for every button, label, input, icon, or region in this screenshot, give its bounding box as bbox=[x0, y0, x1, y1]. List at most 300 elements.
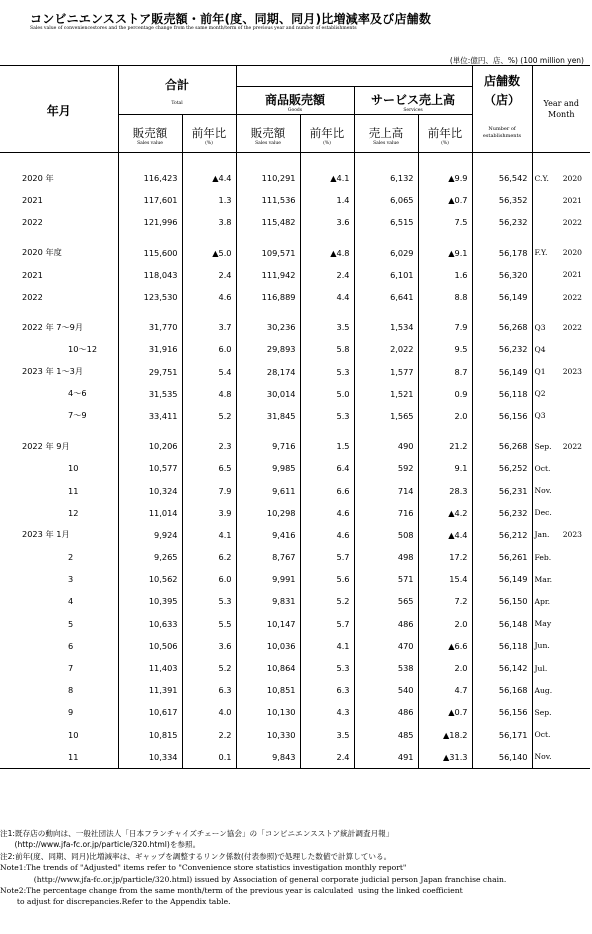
row-period-en bbox=[532, 502, 590, 524]
stores-cell: 56,156 bbox=[472, 405, 532, 427]
row-period-en bbox=[532, 242, 590, 264]
header-yearmonth: 年月 bbox=[0, 66, 118, 153]
services-sales-cell: 6,641 bbox=[354, 286, 418, 308]
goods-sales-cell: 28,174 bbox=[236, 361, 300, 383]
table-row bbox=[0, 383, 590, 405]
stores-cell: 56,118 bbox=[472, 635, 532, 657]
services-sales-cell: 571 bbox=[354, 568, 418, 590]
services-yoy-cell: 8.8 bbox=[418, 286, 472, 308]
goods-yoy-cell: 4.1 bbox=[300, 635, 354, 657]
row-label: 4～6 bbox=[68, 388, 87, 399]
total-yoy-cell: ▲5.0 bbox=[182, 242, 236, 264]
table-row bbox=[0, 167, 590, 189]
row-period-en bbox=[532, 316, 590, 338]
services-yoy-cell: 15.4 bbox=[418, 568, 472, 590]
row-period-en bbox=[532, 724, 590, 746]
total-yoy-cell: 2.4 bbox=[182, 264, 236, 286]
total-yoy-cell: 3.9 bbox=[182, 502, 236, 524]
table-row bbox=[0, 211, 590, 233]
period-abbrev: Mar. bbox=[534, 574, 553, 584]
services-sales-cell: 6,132 bbox=[354, 167, 418, 189]
row-label: 6 bbox=[68, 640, 74, 651]
row-label: 11 bbox=[68, 485, 79, 496]
period-abbrev: Nov. bbox=[534, 486, 552, 496]
row-label: 10 bbox=[68, 729, 79, 740]
total-yoy-cell: 7.9 bbox=[182, 479, 236, 501]
period-year: 2021 bbox=[562, 270, 583, 280]
row-period-en bbox=[532, 701, 590, 723]
table-row bbox=[0, 657, 590, 679]
table-body bbox=[0, 153, 590, 769]
table-row bbox=[0, 316, 590, 338]
services-sales-cell: 1,521 bbox=[354, 383, 418, 405]
total-sales-cell: 11,403 bbox=[118, 657, 182, 679]
services-sales-cell: 540 bbox=[354, 679, 418, 701]
goods-sales-cell: 116,889 bbox=[236, 286, 300, 308]
services-sales-cell: 565 bbox=[354, 590, 418, 612]
row-label: 5 bbox=[68, 618, 74, 629]
total-sales-cell: 10,617 bbox=[118, 701, 182, 723]
total-sales-cell: 9,265 bbox=[118, 546, 182, 568]
row-period-en bbox=[532, 635, 590, 657]
total-sales-cell: 117,601 bbox=[118, 189, 182, 211]
services-sales-cell: 490 bbox=[354, 435, 418, 457]
stores-cell: 56,142 bbox=[472, 657, 532, 679]
footnote-line: 注2:前年(度、同期、同月)比増減率は、ギャップを調整するリンク係数(付表参照)で処理した数値で計算している。 bbox=[0, 851, 392, 861]
total-yoy-cell: 6.0 bbox=[182, 338, 236, 360]
services-sales-cell: 491 bbox=[354, 746, 418, 769]
period-abbrev: Q3 bbox=[534, 411, 546, 421]
footnote-line: (http://www.jfa-fc.or.jp/particle/320.html)を参照。 bbox=[0, 840, 201, 850]
goods-sales-cell: 111,536 bbox=[236, 189, 300, 211]
services-yoy-cell: 9.5 bbox=[418, 338, 472, 360]
services-yoy-cell: ▲0.7 bbox=[418, 189, 472, 211]
services-sales-cell: 486 bbox=[354, 701, 418, 723]
services-yoy-cell: 2.0 bbox=[418, 613, 472, 635]
row-label: 9 bbox=[68, 707, 74, 718]
services-sales-cell: 592 bbox=[354, 457, 418, 479]
stores-cell: 56,542 bbox=[472, 167, 532, 189]
services-yoy-cell: 2.0 bbox=[418, 405, 472, 427]
services-yoy-cell: 9.1 bbox=[418, 457, 472, 479]
total-sales-cell: 123,530 bbox=[118, 286, 182, 308]
unit-note: (単位:億円、店、%) (100 million yen) bbox=[449, 56, 584, 65]
row-period-en bbox=[532, 613, 590, 635]
services-yoy-cell: 28.3 bbox=[418, 479, 472, 501]
row-label: 2021 bbox=[22, 269, 43, 280]
period-abbrev: May bbox=[534, 619, 552, 629]
goods-yoy-cell: 2.4 bbox=[300, 746, 354, 769]
row-period-en bbox=[532, 568, 590, 590]
row-label: 2023 年 1～3月 bbox=[22, 366, 84, 377]
total-yoy-cell: 6.2 bbox=[182, 546, 236, 568]
table-row bbox=[0, 286, 590, 308]
table-row bbox=[0, 264, 590, 286]
goods-yoy-cell: 4.4 bbox=[300, 286, 354, 308]
period-abbrev: Q1 bbox=[534, 367, 546, 377]
period-abbrev: Oct. bbox=[534, 463, 551, 473]
header-services-sales: 売上高 Sales value bbox=[354, 115, 418, 153]
goods-yoy-cell: ▲4.8 bbox=[300, 242, 354, 264]
services-yoy-cell: 8.7 bbox=[418, 361, 472, 383]
services-sales-cell: 714 bbox=[354, 479, 418, 501]
goods-sales-cell: 29,893 bbox=[236, 338, 300, 360]
header-goods-sales: 販売額 Sales value bbox=[236, 115, 300, 153]
total-yoy-cell: 4.8 bbox=[182, 383, 236, 405]
services-sales-cell: 6,515 bbox=[354, 211, 418, 233]
services-sales-cell: 1,565 bbox=[354, 405, 418, 427]
period-abbrev: Q3 bbox=[534, 322, 546, 332]
stores-cell: 56,320 bbox=[472, 264, 532, 286]
goods-yoy-cell: 4.3 bbox=[300, 701, 354, 723]
stores-cell: 56,178 bbox=[472, 242, 532, 264]
table-row bbox=[0, 242, 590, 264]
row-period-en bbox=[532, 657, 590, 679]
period-year: 2022 bbox=[562, 292, 583, 302]
table-row bbox=[0, 635, 590, 657]
footnote-line: Note1:The trends of "Adjusted" items refer to "Convenience store statistics investigation monthly report" bbox=[0, 863, 407, 873]
total-yoy-cell: 2.3 bbox=[182, 435, 236, 457]
stores-cell: 56,252 bbox=[472, 457, 532, 479]
total-sales-cell: 31,535 bbox=[118, 383, 182, 405]
total-yoy-cell: 3.8 bbox=[182, 211, 236, 233]
period-abbrev: Sep. bbox=[534, 441, 552, 451]
stores-cell: 56,171 bbox=[472, 724, 532, 746]
table-row bbox=[0, 479, 590, 501]
services-yoy-cell: 4.7 bbox=[418, 679, 472, 701]
table-row bbox=[0, 457, 590, 479]
stores-cell: 56,140 bbox=[472, 746, 532, 769]
header-goods-yoy: 前年比 (%) bbox=[300, 115, 354, 153]
row-label: 2022 bbox=[22, 217, 43, 228]
row-label: 2022 年 9月 bbox=[22, 440, 70, 451]
total-sales-cell: 10,633 bbox=[118, 613, 182, 635]
period-abbrev: Jan. bbox=[534, 530, 550, 540]
header-stores: 店舗数（店） bbox=[472, 66, 532, 115]
stores-cell: 56,268 bbox=[472, 435, 532, 457]
goods-sales-cell: 111,942 bbox=[236, 264, 300, 286]
goods-yoy-cell: 5.0 bbox=[300, 383, 354, 405]
period-abbrev: Dec. bbox=[534, 508, 552, 518]
services-sales-cell: 6,029 bbox=[354, 242, 418, 264]
goods-yoy-cell: 1.5 bbox=[300, 435, 354, 457]
goods-sales-cell: 10,130 bbox=[236, 701, 300, 723]
services-sales-cell: 2,022 bbox=[354, 338, 418, 360]
stores-cell: 56,156 bbox=[472, 701, 532, 723]
total-sales-cell: 10,506 bbox=[118, 635, 182, 657]
total-sales-cell: 121,996 bbox=[118, 211, 182, 233]
goods-sales-cell: 10,036 bbox=[236, 635, 300, 657]
total-sales-cell: 11,391 bbox=[118, 679, 182, 701]
goods-sales-cell: 30,236 bbox=[236, 316, 300, 338]
services-yoy-cell: 2.0 bbox=[418, 657, 472, 679]
row-label: 10 bbox=[68, 463, 79, 474]
period-abbrev: Nov. bbox=[534, 752, 552, 762]
services-yoy-cell: ▲9.1 bbox=[418, 242, 472, 264]
goods-sales-cell: 10,298 bbox=[236, 502, 300, 524]
stores-cell: 56,232 bbox=[472, 502, 532, 524]
services-yoy-cell: ▲4.2 bbox=[418, 502, 472, 524]
row-period-en bbox=[532, 479, 590, 501]
header-year-month-en: Year and Month bbox=[532, 66, 590, 153]
services-sales-cell: 716 bbox=[354, 502, 418, 524]
goods-sales-cell: 30,014 bbox=[236, 383, 300, 405]
total-sales-cell: 31,770 bbox=[118, 316, 182, 338]
period-abbrev: Jun. bbox=[534, 641, 550, 651]
period-year: 2022 bbox=[562, 441, 583, 451]
goods-yoy-cell: 5.3 bbox=[300, 657, 354, 679]
header-total-sales: 販売額 Sales value bbox=[118, 115, 182, 153]
row-label: 12 bbox=[68, 507, 79, 518]
stores-cell: 56,212 bbox=[472, 524, 532, 546]
stores-cell: 56,232 bbox=[472, 211, 532, 233]
goods-sales-cell: 115,482 bbox=[236, 211, 300, 233]
goods-yoy-cell: 5.8 bbox=[300, 338, 354, 360]
stores-cell: 56,232 bbox=[472, 338, 532, 360]
services-sales-cell: 6,101 bbox=[354, 264, 418, 286]
total-sales-cell: 10,206 bbox=[118, 435, 182, 457]
stores-cell: 56,168 bbox=[472, 679, 532, 701]
goods-yoy-cell: 3.6 bbox=[300, 211, 354, 233]
total-yoy-cell: 5.4 bbox=[182, 361, 236, 383]
goods-sales-cell: 10,864 bbox=[236, 657, 300, 679]
services-sales-cell: 470 bbox=[354, 635, 418, 657]
services-sales-cell: 538 bbox=[354, 657, 418, 679]
services-yoy-cell: ▲0.7 bbox=[418, 701, 472, 723]
total-sales-cell: 10,334 bbox=[118, 746, 182, 769]
services-sales-cell: 508 bbox=[354, 524, 418, 546]
period-abbrev: Q2 bbox=[534, 389, 546, 399]
period-abbrev: Q4 bbox=[534, 344, 546, 354]
table-row bbox=[0, 724, 590, 746]
row-period-en bbox=[532, 338, 590, 360]
row-label: 4 bbox=[68, 596, 74, 607]
services-sales-cell: 1,577 bbox=[354, 361, 418, 383]
total-yoy-cell: 3.7 bbox=[182, 316, 236, 338]
goods-yoy-cell: 4.6 bbox=[300, 524, 354, 546]
goods-sales-cell: 9,985 bbox=[236, 457, 300, 479]
period-abbrev: Oct. bbox=[534, 730, 551, 740]
row-label: 2020 年度 bbox=[22, 247, 62, 258]
period-year: 2022 bbox=[562, 217, 583, 227]
total-yoy-cell: 3.6 bbox=[182, 635, 236, 657]
row-period-en bbox=[532, 286, 590, 308]
header-total: 合計 Total bbox=[118, 66, 236, 115]
row-period-en bbox=[532, 524, 590, 546]
row-label: 7 bbox=[68, 663, 74, 674]
services-yoy-cell: ▲9.9 bbox=[418, 167, 472, 189]
period-abbrev: Sep. bbox=[534, 707, 552, 717]
spacer-row bbox=[0, 308, 590, 316]
services-yoy-cell: ▲4.4 bbox=[418, 524, 472, 546]
row-label: 10～12 bbox=[68, 343, 98, 354]
stores-cell: 56,231 bbox=[472, 479, 532, 501]
row-label: 11 bbox=[0, 746, 118, 769]
goods-yoy-cell: 5.7 bbox=[300, 613, 354, 635]
total-sales-cell: 10,324 bbox=[118, 479, 182, 501]
row-label: 2021 bbox=[22, 195, 43, 206]
total-sales-cell: 10,395 bbox=[118, 590, 182, 612]
services-sales-cell: 498 bbox=[354, 546, 418, 568]
page-subtitle: Sales value of conveniencestores and the percentage change from the same month/term of the previous year and number of establishments bbox=[30, 26, 357, 31]
period-year: 2023 bbox=[562, 530, 583, 540]
row-label: 2 bbox=[68, 552, 74, 563]
period-abbrev: Jul. bbox=[534, 663, 548, 673]
row-period-en bbox=[532, 405, 590, 427]
spacer-row bbox=[0, 427, 590, 435]
goods-sales-cell: 9,416 bbox=[236, 524, 300, 546]
goods-yoy-cell: 6.4 bbox=[300, 457, 354, 479]
goods-sales-cell: 9,716 bbox=[236, 435, 300, 457]
goods-sales-cell: 10,147 bbox=[236, 613, 300, 635]
goods-sales-cell: 9,843 bbox=[236, 746, 300, 769]
services-yoy-cell: 7.9 bbox=[418, 316, 472, 338]
header-stores-en: Number of establishments bbox=[472, 115, 532, 153]
row-period-en bbox=[532, 546, 590, 568]
services-yoy-cell: 7.5 bbox=[418, 211, 472, 233]
row-period-en bbox=[532, 264, 590, 286]
goods-sales-cell: 110,291 bbox=[236, 167, 300, 189]
row-period-en bbox=[532, 189, 590, 211]
row-label: 2022 年 7～9月 bbox=[22, 321, 84, 332]
goods-yoy-cell: 1.4 bbox=[300, 189, 354, 211]
services-sales-cell: 1,534 bbox=[354, 316, 418, 338]
page-title: コンビニエンスストア販売額・前年(度、同期、同月)比増減率及び店舗数 bbox=[30, 12, 432, 26]
goods-yoy-cell: ▲4.1 bbox=[300, 167, 354, 189]
period-year: 2020 bbox=[562, 248, 583, 258]
services-yoy-cell: 17.2 bbox=[418, 546, 472, 568]
total-yoy-cell: 2.2 bbox=[182, 724, 236, 746]
total-sales-cell: 10,577 bbox=[118, 457, 182, 479]
sales-table bbox=[0, 65, 590, 769]
services-sales-cell: 485 bbox=[354, 724, 418, 746]
row-label: 8 bbox=[68, 685, 74, 696]
period-year: 2022 bbox=[562, 322, 583, 332]
total-yoy-cell: 1.3 bbox=[182, 189, 236, 211]
stores-cell: 56,118 bbox=[472, 383, 532, 405]
total-yoy-cell: 5.2 bbox=[182, 405, 236, 427]
table-row bbox=[0, 435, 590, 457]
goods-yoy-cell: 5.2 bbox=[300, 590, 354, 612]
services-yoy-cell: 0.9 bbox=[418, 383, 472, 405]
total-sales-cell: 115,600 bbox=[118, 242, 182, 264]
services-yoy-cell: ▲31.3 bbox=[418, 746, 472, 769]
row-period-en bbox=[532, 679, 590, 701]
row-label: 2022 bbox=[22, 292, 43, 303]
services-sales-cell: 6,065 bbox=[354, 189, 418, 211]
goods-yoy-cell: 2.4 bbox=[300, 264, 354, 286]
total-yoy-cell: 5.5 bbox=[182, 613, 236, 635]
stores-cell: 56,268 bbox=[472, 316, 532, 338]
total-yoy-cell: ▲4.4 bbox=[182, 167, 236, 189]
goods-sales-cell: 9,991 bbox=[236, 568, 300, 590]
period-abbrev: Aug. bbox=[534, 685, 553, 695]
row-label: 2023 年 1月 bbox=[22, 529, 70, 540]
goods-sales-cell: 9,831 bbox=[236, 590, 300, 612]
total-yoy-cell: 5.2 bbox=[182, 657, 236, 679]
total-yoy-cell: 6.3 bbox=[182, 679, 236, 701]
footnotes bbox=[0, 828, 506, 908]
goods-sales-cell: 31,845 bbox=[236, 405, 300, 427]
table-row bbox=[0, 361, 590, 383]
header-services-yoy: 前年比 (%) bbox=[418, 115, 472, 153]
row-label: 2020 年 bbox=[22, 172, 54, 183]
goods-yoy-cell: 5.6 bbox=[300, 568, 354, 590]
goods-yoy-cell: 6.6 bbox=[300, 479, 354, 501]
stores-cell: 56,352 bbox=[472, 189, 532, 211]
header-services: サービス売上高 Services bbox=[354, 87, 472, 115]
goods-yoy-cell: 4.6 bbox=[300, 502, 354, 524]
services-yoy-cell: ▲6.6 bbox=[418, 635, 472, 657]
row-period-en bbox=[532, 361, 590, 383]
row-period-en bbox=[532, 746, 590, 769]
services-yoy-cell: ▲18.2 bbox=[418, 724, 472, 746]
total-sales-cell: 9,924 bbox=[118, 524, 182, 546]
total-sales-cell: 33,411 bbox=[118, 405, 182, 427]
total-yoy-cell: 5.3 bbox=[182, 590, 236, 612]
table-row bbox=[0, 590, 590, 612]
total-yoy-cell: 4.1 bbox=[182, 524, 236, 546]
total-yoy-cell: 6.5 bbox=[182, 457, 236, 479]
total-sales-cell: 31,916 bbox=[118, 338, 182, 360]
goods-yoy-cell: 5.3 bbox=[300, 405, 354, 427]
table-row bbox=[0, 613, 590, 635]
stores-cell: 56,149 bbox=[472, 361, 532, 383]
total-sales-cell: 10,815 bbox=[118, 724, 182, 746]
stores-cell: 56,149 bbox=[472, 286, 532, 308]
total-sales-cell: 11,014 bbox=[118, 502, 182, 524]
table-row bbox=[0, 405, 590, 427]
period-abbrev: Apr. bbox=[534, 596, 551, 606]
services-yoy-cell: 1.6 bbox=[418, 264, 472, 286]
table-row bbox=[0, 189, 590, 211]
goods-yoy-cell: 6.3 bbox=[300, 679, 354, 701]
goods-yoy-cell: 3.5 bbox=[300, 724, 354, 746]
row-period-en bbox=[532, 383, 590, 405]
total-sales-cell: 118,043 bbox=[118, 264, 182, 286]
row-period-en bbox=[532, 435, 590, 457]
footnote-line: 注1:既存店の動向は、一般社団法人「日本フランチャイズチェーン協会」の「コンビニエンスストア統計調査月報」 bbox=[0, 829, 394, 838]
goods-yoy-cell: 5.7 bbox=[300, 546, 354, 568]
period-abbrev: C.Y. bbox=[534, 173, 549, 183]
table-row bbox=[0, 746, 590, 769]
goods-yoy-cell: 5.3 bbox=[300, 361, 354, 383]
table-row bbox=[0, 701, 590, 723]
table-row bbox=[0, 524, 590, 546]
header-goods: 商品販売額 Goods bbox=[236, 87, 354, 115]
period-year: 2023 bbox=[562, 367, 583, 377]
row-period-en bbox=[532, 167, 590, 189]
total-sales-cell: 116,423 bbox=[118, 167, 182, 189]
total-yoy-cell: 4.6 bbox=[182, 286, 236, 308]
table-row bbox=[0, 338, 590, 360]
row-period-en bbox=[532, 211, 590, 233]
row-period-en bbox=[532, 590, 590, 612]
stores-cell: 56,150 bbox=[472, 590, 532, 612]
spacer-row bbox=[0, 153, 590, 168]
total-yoy-cell: 0.1 bbox=[182, 746, 236, 769]
table-row bbox=[0, 546, 590, 568]
spacer-row bbox=[0, 234, 590, 242]
period-abbrev: Feb. bbox=[534, 552, 552, 562]
footnote-line: Note2:The percentage change from the same month/term of the previous year is calculated using the linked coefficient bbox=[0, 886, 463, 896]
stores-cell: 56,261 bbox=[472, 546, 532, 568]
period-year: 2021 bbox=[562, 195, 583, 205]
header-total-yoy: 前年比 (%) bbox=[182, 115, 236, 153]
table-row bbox=[0, 502, 590, 524]
goods-yoy-cell: 3.5 bbox=[300, 316, 354, 338]
table-row bbox=[0, 568, 590, 590]
